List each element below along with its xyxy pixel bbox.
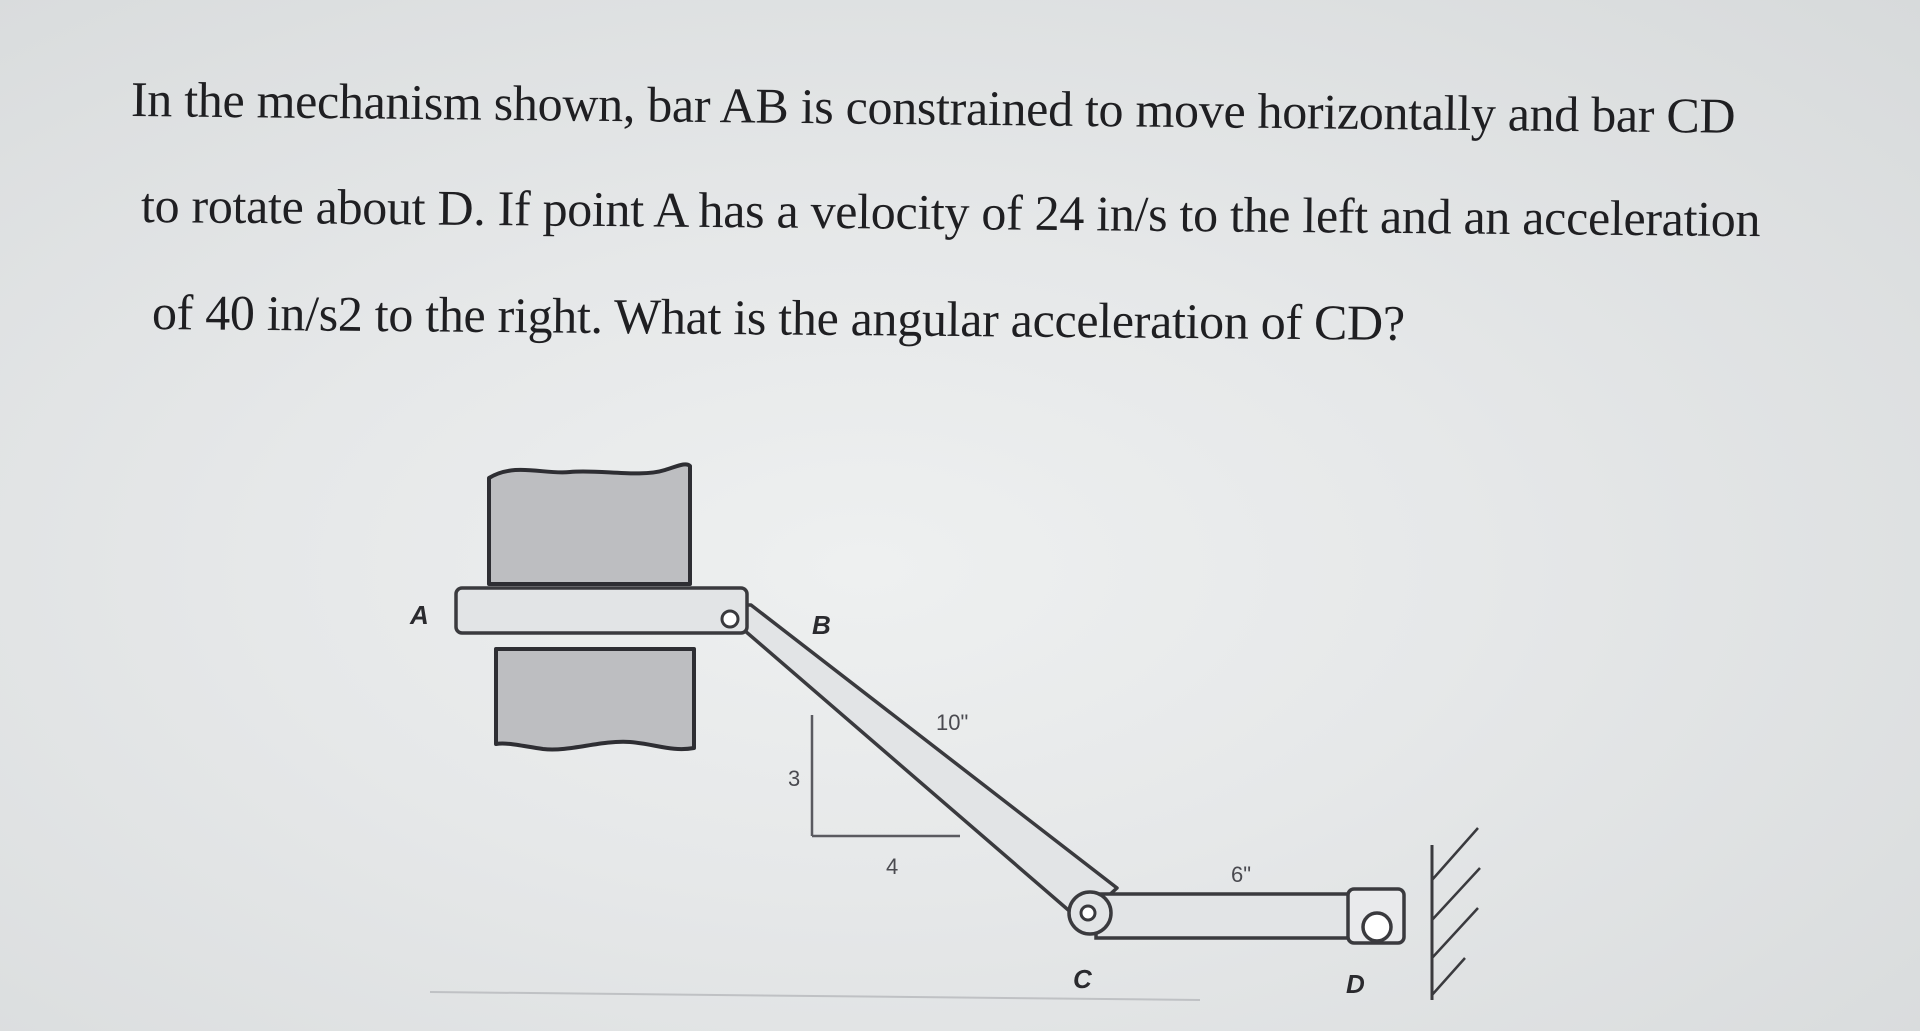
dimension-slope-rise: 3: [788, 766, 801, 791]
upper-guide-block: [489, 464, 690, 584]
ground-hatching: [1432, 828, 1480, 995]
bar-bc: [715, 605, 1117, 921]
pin-b: [722, 611, 738, 627]
problem-text-line-2: to rotate about D. If point A has a velocity of 24 in/s to the left and an acceleration: [140, 177, 1761, 248]
label-point-c: C: [1073, 964, 1092, 994]
problem-text-line-3: of 40 in/s2 to the right. What is the angular acceleration of CD?: [151, 284, 1406, 351]
bar-cd: [1096, 894, 1358, 938]
label-point-d: D: [1346, 969, 1365, 999]
problem-text-line-1: In the mechanism shown, bar AB is constrained to move horizontally and bar CD: [130, 71, 1736, 144]
dimension-slope-run: 4: [886, 854, 899, 879]
dimension-cd-length: 6": [1231, 862, 1252, 887]
bar-ab: [456, 588, 747, 633]
label-point-b: B: [812, 610, 831, 640]
lower-guide-block: [496, 649, 694, 749]
pin-c: [1081, 906, 1095, 920]
pin-d: [1363, 913, 1391, 941]
dimension-bc-length: 10": [936, 710, 969, 735]
label-point-a: A: [410, 600, 429, 630]
